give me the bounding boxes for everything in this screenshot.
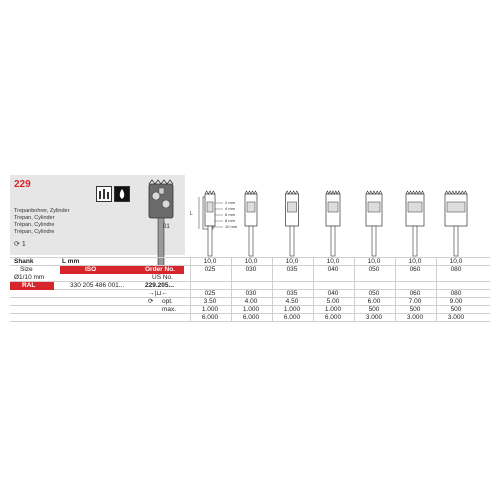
cell-dims-3: 5.00 [326, 298, 340, 305]
cell-sizes-0: 025 [204, 266, 216, 273]
tool-illustration [136, 178, 186, 268]
speed-value: 1 [21, 241, 26, 248]
lmm-label: L mm [62, 258, 80, 265]
description-en: Trepan, Cylinder [14, 215, 55, 221]
column-separator [395, 257, 396, 322]
description-de: Trepanbohrer, Zylinder [14, 208, 70, 214]
tool-drawing-1 [236, 190, 266, 260]
cell-order_sizes-3: 040 [327, 290, 339, 297]
iso-code: 330 205 486 001... [70, 282, 125, 289]
description-fr: Trépan, Cylindre [14, 222, 55, 228]
product-number: 229 [14, 179, 31, 190]
scale-label-2: 2 mm [225, 200, 235, 205]
order-header: Order No. [145, 266, 175, 273]
cell-max-0: 6.000 [201, 314, 219, 321]
description-es: Trépan, Cylindre [14, 229, 55, 235]
cell-sizes-1: 030 [245, 266, 257, 273]
cell-sizes-6: 080 [450, 266, 462, 273]
cell-lengths-3: 10,0 [326, 258, 340, 265]
column-separator [313, 257, 314, 322]
cell-order_sizes-0: 025 [204, 290, 216, 297]
ral-label: RAL [22, 282, 36, 289]
cell-lengths-4: 10,0 [367, 258, 381, 265]
cell-max-1: 6.000 [242, 314, 260, 321]
tool-drawing-3 [318, 190, 348, 260]
cell-order_sizes-5: 060 [409, 290, 421, 297]
cell-dims-6: 9.00 [449, 298, 463, 305]
instrument-icon [96, 186, 112, 202]
shank-label: Shank [14, 258, 34, 265]
cell-dims-4: 6.00 [367, 298, 381, 305]
cell-opt-5: 500 [409, 306, 421, 313]
cell-dims-5: 7.00 [408, 298, 422, 305]
speed-icon: ⟳ [14, 241, 20, 248]
tool-drawing-2 [277, 190, 307, 260]
cell-opt-4: 500 [368, 306, 380, 313]
cell-opt-3: 1.000 [324, 306, 342, 313]
cell-opt-0: 1.000 [201, 306, 219, 313]
cell-lengths-5: 10,0 [408, 258, 422, 265]
cell-order_sizes-1: 030 [245, 290, 257, 297]
speed-indicator [14, 240, 26, 248]
cell-lengths-2: 10,0 [285, 258, 299, 265]
scale-label-10: 10 mm [225, 224, 238, 229]
cell-dims-0: 3.50 [203, 298, 217, 305]
cell-order_sizes-6: 080 [450, 290, 462, 297]
tool-drawing-0 [195, 190, 225, 260]
tool-drawing-4 [359, 190, 389, 260]
scale-label-8: 8 mm [225, 218, 235, 223]
column-separator [231, 257, 232, 322]
size-label: Size [20, 266, 33, 273]
cell-max-5: 3.000 [406, 314, 424, 321]
cell-lengths-0: 10,0 [203, 258, 217, 265]
cell-order_sizes-2: 035 [286, 290, 298, 297]
cell-sizes-3: 040 [327, 266, 339, 273]
cell-sizes-4: 050 [368, 266, 380, 273]
cell-dims-2: 4.50 [285, 298, 299, 305]
cell-order_sizes-4: 050 [368, 290, 380, 297]
scale-label-6: 6 mm [225, 212, 235, 217]
usno-label: US No. [152, 274, 173, 281]
max-label: max. [162, 306, 177, 313]
column-separator [272, 257, 273, 322]
cell-lengths-1: 10,0 [244, 258, 258, 265]
iso-header: ISO [85, 266, 97, 273]
cell-dims-1: 4.00 [244, 298, 258, 305]
cell-sizes-5: 060 [409, 266, 421, 273]
cooling-icon [114, 186, 130, 202]
column-separator [354, 257, 355, 322]
cell-max-6: 3.000 [447, 314, 465, 321]
scale-label-4: 4 mm [225, 206, 235, 211]
speed-icon-table: ⟳ [148, 298, 154, 305]
cell-opt-1: 1.000 [242, 306, 260, 313]
cell-max-3: 6.000 [324, 314, 342, 321]
cell-sizes-2: 035 [286, 266, 298, 273]
order-code: 229.205... [145, 282, 174, 289]
column-separator [436, 257, 437, 322]
cell-opt-6: 500 [450, 306, 462, 313]
scale-l-label: L [190, 211, 193, 217]
cell-max-2: 6.000 [283, 314, 301, 321]
opt-label: opt. [162, 298, 173, 305]
tool-drawing-6 [441, 190, 471, 260]
unit-label: Ø1/10 mm [14, 274, 45, 281]
cell-opt-2: 1.000 [283, 306, 301, 313]
cell-lengths-6: 10,0 [449, 258, 463, 265]
tool-drawing-5 [400, 190, 430, 260]
column-separator [190, 257, 191, 322]
tool-label: 01 [163, 224, 170, 230]
cell-max-4: 3.000 [365, 314, 383, 321]
dimension-icon: →|⊔← [148, 290, 168, 297]
